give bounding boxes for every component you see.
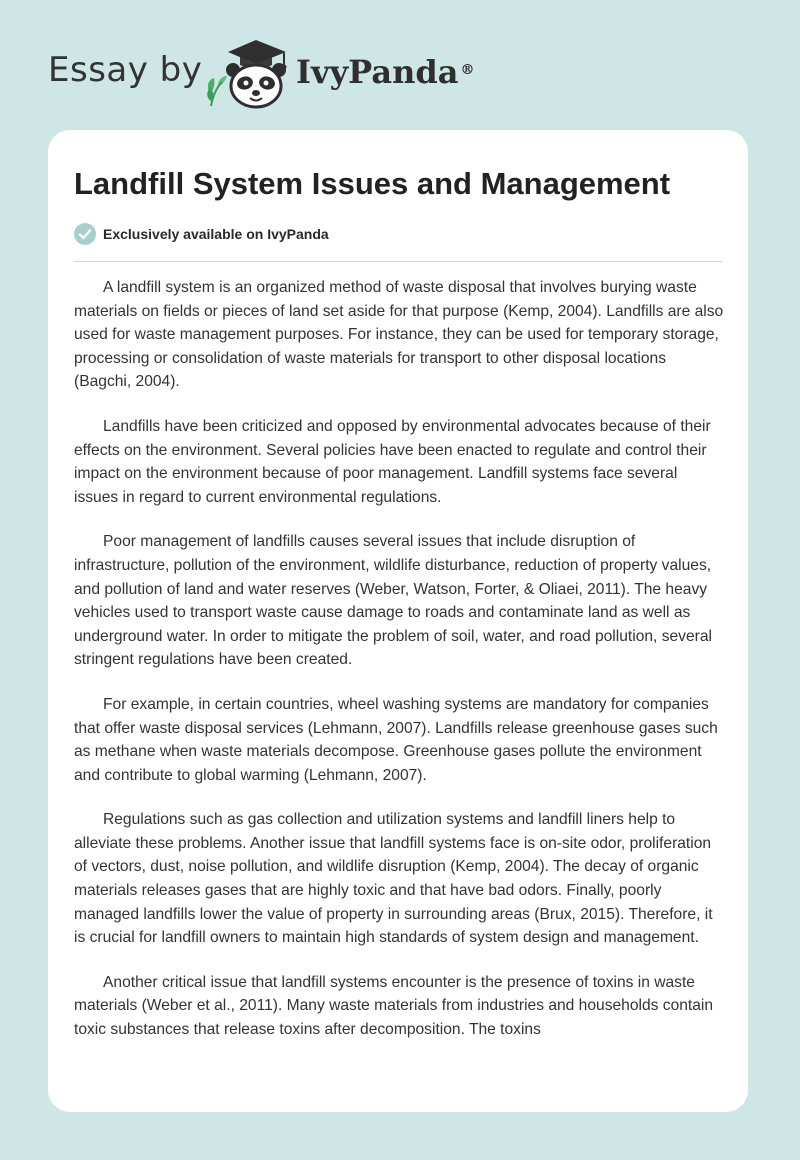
panda-graduate-icon: [200, 36, 292, 110]
page-title: Landfill System Issues and Management: [74, 166, 671, 201]
essay-by-label: Essay by: [48, 50, 203, 90]
paragraph: Another critical issue that landfill systems encounter is the presence of toxins in waste materials (Weber et al., 2011). Many waste materials from industries and households contain toxic substances that release toxins after decomposition. The toxins: [74, 973, 714, 1039]
paragraph: Regulations such as gas collection and utilization systems and landfill liners help to alleviate these problems. Another issue that landfill systems face is on-site odor, proliferation of vectors, dust, noise pollution, and wildlife disruption (Kemp, 2004). The decay of organic materials releases gases that are highly toxic and that have bad odors. Finally, poorly managed landfills lower the value of property in surrounding areas (Brux, 2015). Therefore, it is crucial for landfill owners to maintain high standards of system design and management.: [74, 811, 713, 947]
site-header: [0, 0, 800, 130]
paragraph: A landfill system is an organized method of waste disposal that involves burying waste materials on fields or pieces of land set aside for that purpose (Kemp, 2004). Landfills are also used for waste management purposes. For instance, they can be used for temporary storage, processing or consolidation of waste materials for transport to other disposal locations (Bagchi, 2004).: [74, 279, 724, 391]
divider: [74, 261, 722, 262]
essay-card: [48, 130, 748, 1112]
registered-mark: ®: [460, 62, 475, 78]
leaf-icon: [207, 76, 227, 106]
essay-body: [74, 276, 724, 1063]
exclusive-label: Exclusively available on IvyPanda: [103, 226, 329, 242]
paragraph: For example, in certain countries, wheel washing systems are mandatory for companies that offer waste disposal services (Lehmann, 2007). Landfills release greenhouse gases such as methane when waste materials decompose. Greenhouse gases pollute the environment and contribute to global warming (Lehmann, 2007).: [74, 695, 718, 784]
paragraph: Landfills have been criticized and opposed by environmental advocates because of their effects on the environment. Several policies have been enacted to regulate and control their impact on the environment because of poor management. Landfill systems face several issues in regard to current environmental regulations.: [74, 417, 711, 506]
brand-name: IvyPanda ®: [296, 53, 475, 91]
paragraph: Poor management of landfills causes several issues that include disruption of infrastructure, pollution of the environment, wildlife disturbance, reduction of property values, and pollution of land and water reserves (Weber, Watson, Forter, & Oliaei, 2011). The heavy vehicles used to transport waste cause damage to roads and contaminate land as well as underground water. In order to mitigate the problem of soil, water, and road pollution, several stringent regulations have been created.: [74, 533, 712, 669]
exclusive-badge: [74, 222, 329, 246]
check-circle-icon: [74, 223, 96, 245]
